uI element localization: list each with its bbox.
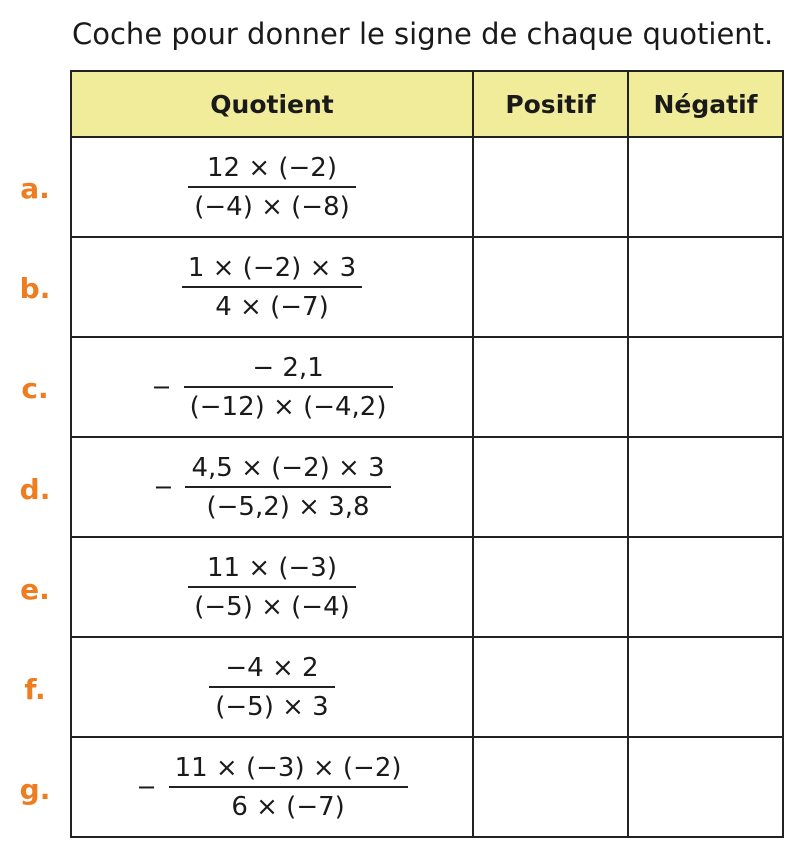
positif-checkbox-cell[interactable] (473, 437, 628, 537)
fraction (184, 352, 393, 422)
denominator: (−5,2) × 3,8 (185, 486, 390, 520)
numerator: − 2,1 (252, 352, 324, 383)
table-header-row (71, 71, 783, 137)
denominator: (−5) × 3 (209, 686, 334, 720)
header-positif: Positif (473, 71, 628, 137)
quotient-sign-table (70, 70, 784, 838)
quotient-cell (71, 437, 473, 537)
fraction (188, 152, 356, 222)
negatif-checkbox-cell[interactable] (628, 637, 783, 737)
positif-checkbox-cell[interactable] (473, 637, 628, 737)
row-label-e: e. (20, 572, 50, 606)
negatif-checkbox-cell[interactable] (628, 537, 783, 637)
numerator: 11 × (−3) × (−2) (174, 752, 402, 783)
denominator: 6 × (−7) (169, 786, 408, 820)
numerator: 11 × (−3) (206, 552, 337, 583)
negatif-checkbox-cell[interactable] (628, 737, 783, 837)
quotient-cell (71, 637, 473, 737)
quotient-cell (71, 237, 473, 337)
positif-checkbox-cell[interactable] (473, 737, 628, 837)
table-row (71, 437, 783, 537)
fraction (209, 652, 334, 722)
quotient-expression (188, 552, 356, 622)
header-negatif: Négatif (628, 71, 783, 137)
denominator: 4 × (−7) (182, 286, 362, 320)
quotient-expression (153, 452, 390, 522)
table-row (71, 737, 783, 837)
row-label-g: g. (19, 773, 51, 807)
quotient-expression (151, 352, 392, 422)
quotient-expression (136, 752, 407, 822)
row-labels (0, 138, 70, 840)
table-row (71, 237, 783, 337)
fraction (169, 752, 408, 822)
fraction (182, 252, 362, 322)
quotient-expression (209, 652, 334, 722)
positif-checkbox-cell[interactable] (473, 337, 628, 437)
instruction-text: Coche pour donner le signe de chaque quotient. (72, 17, 774, 51)
table-row (71, 537, 783, 637)
quotient-cell (71, 337, 473, 437)
numerator: 12 × (−2) (206, 152, 337, 183)
row-label-c: c. (21, 372, 49, 406)
quotient-cell (71, 737, 473, 837)
numerator: −4 × 2 (225, 652, 319, 683)
fraction (185, 452, 390, 522)
negatif-checkbox-cell[interactable] (628, 337, 783, 437)
negatif-checkbox-cell[interactable] (628, 437, 783, 537)
row-label-f: f. (24, 673, 46, 707)
negatif-checkbox-cell[interactable] (628, 237, 783, 337)
quotient-cell (71, 137, 473, 237)
header-quotient: Quotient (71, 71, 473, 137)
table-row (71, 337, 783, 437)
table-row (71, 137, 783, 237)
positif-checkbox-cell[interactable] (473, 537, 628, 637)
positif-checkbox-cell[interactable] (473, 137, 628, 237)
negatif-checkbox-cell[interactable] (628, 137, 783, 237)
fraction (188, 552, 356, 622)
positif-checkbox-cell[interactable] (473, 237, 628, 337)
denominator: (−5) × (−4) (188, 586, 356, 620)
row-label-d: d. (19, 472, 51, 506)
numerator: 4,5 × (−2) × 3 (191, 452, 385, 483)
leading-sign: − (153, 473, 174, 501)
denominator: (−4) × (−8) (188, 186, 356, 220)
denominator: (−12) × (−4,2) (184, 386, 393, 420)
row-label-b: b. (19, 271, 51, 305)
row-label-a: a. (20, 171, 50, 205)
numerator: 1 × (−2) × 3 (187, 252, 357, 283)
quotient-cell (71, 537, 473, 637)
table-row (71, 637, 783, 737)
leading-sign: − (136, 773, 157, 801)
quotient-expression (182, 252, 362, 322)
quotient-expression (188, 152, 356, 222)
leading-sign: − (151, 373, 172, 401)
